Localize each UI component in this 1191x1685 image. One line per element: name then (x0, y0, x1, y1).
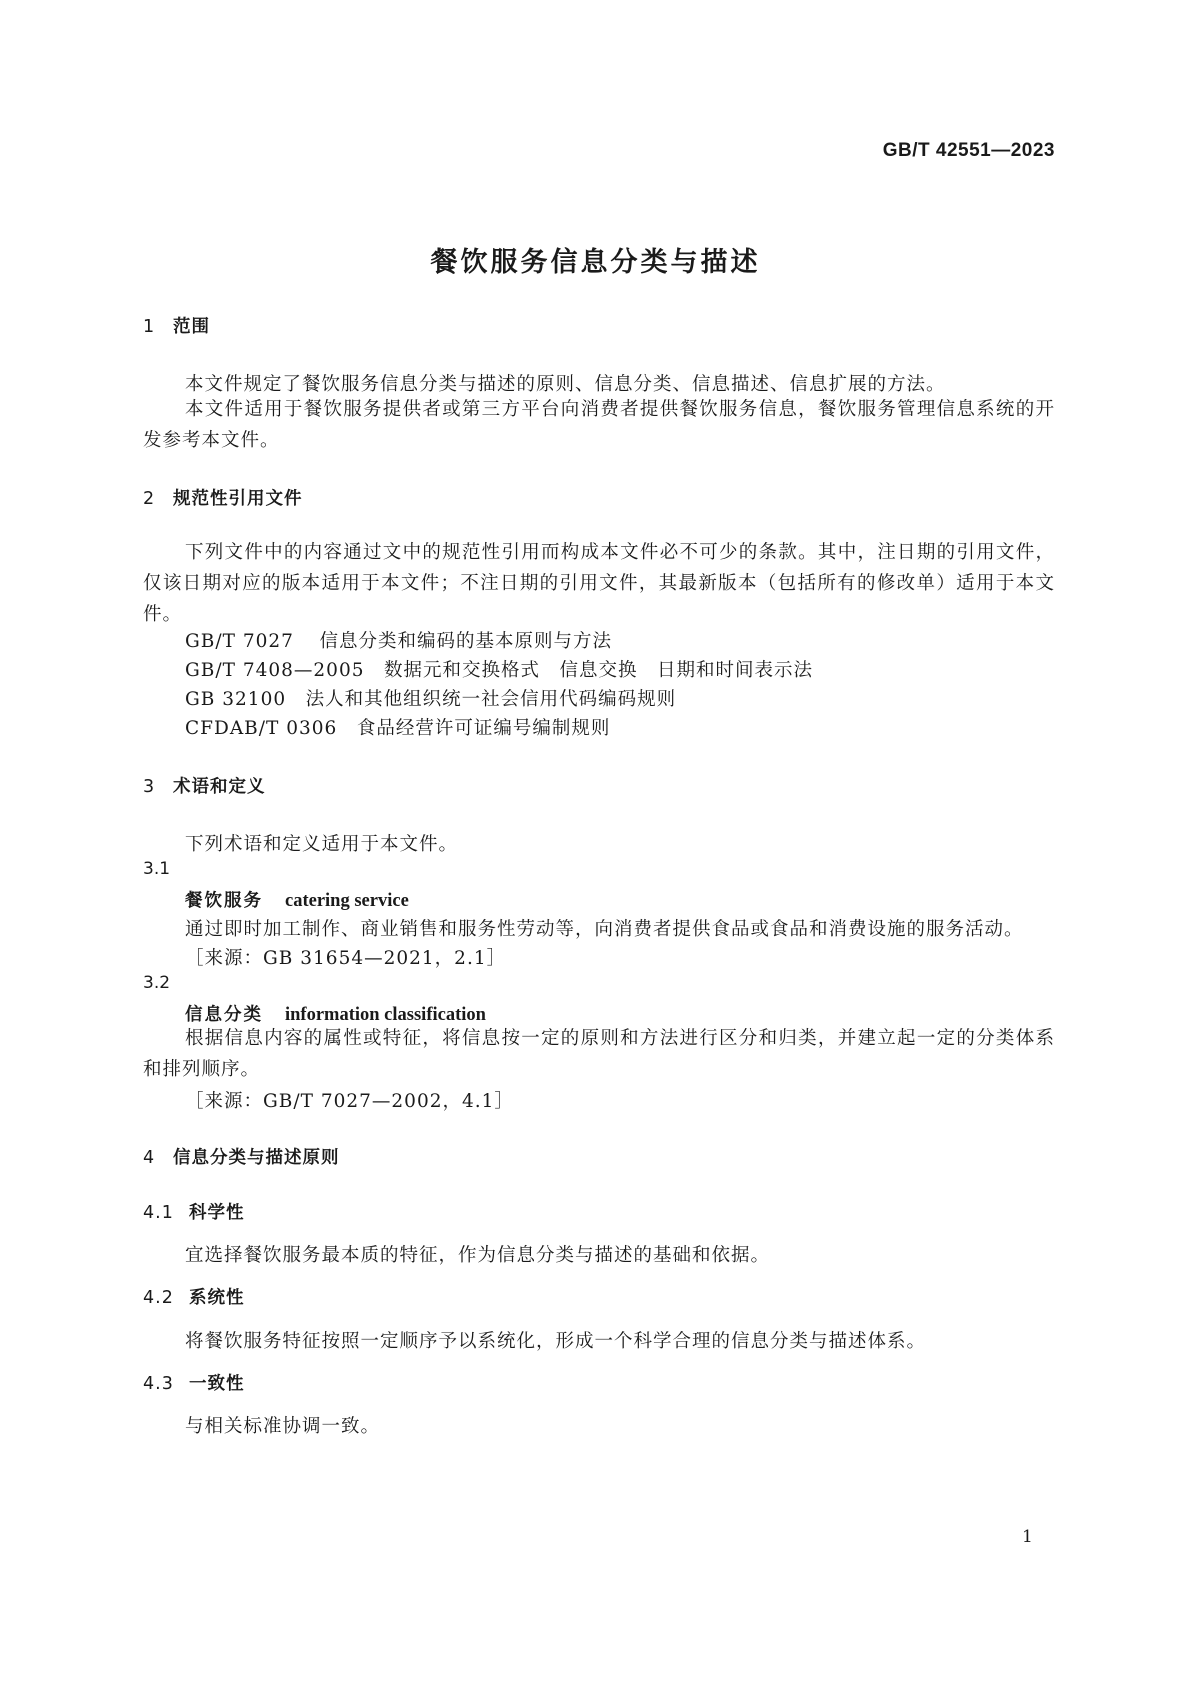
reference-code: GB/T 7027 (185, 631, 294, 652)
section-number: 2 (143, 489, 156, 509)
term-en: catering service (285, 891, 409, 911)
paragraph-text: 根据信息内容的属性或特征，将信息按一定的原则和方法进行区分和归类，并建立起一定的分类体系和排列顺序。 (143, 1028, 1055, 1080)
reference-item (185, 714, 610, 740)
paragraph-text: 下列文件中的内容通过文中的规范性引用而构成本文件必不可少的条款。其中，注日期的引用文件，仅该日期对应的版本适用于本文件；不注日期的引用文件，其最新版本（包括所有的修改单）适用于本文件。 (143, 542, 1055, 625)
term-source: ［来源：GB/T 7027—2002，4.1］ (185, 1091, 514, 1112)
section-title: 术语和定义 (173, 777, 266, 797)
reference-item (185, 627, 612, 653)
subsection-4-2-heading (143, 1284, 245, 1309)
standard-number: GB/T 42551—2023 (882, 140, 1055, 161)
term-definition (143, 1023, 1055, 1085)
reference-item (185, 656, 813, 682)
reference-code: GB/T 7408—2005 (185, 660, 365, 681)
subsection-4-1-heading (143, 1199, 245, 1224)
term-heading (185, 887, 409, 912)
section-title: 范围 (173, 317, 210, 337)
section-number: 1 (143, 317, 156, 337)
paragraph-text: 本文件适用于餐饮服务提供者或第三方平台向消费者提供餐饮服务信息，餐饮服务管理信息系统的开发参考本文件。 (143, 399, 1055, 451)
paragraph (143, 394, 1055, 456)
section-1-heading (143, 313, 210, 338)
paragraph (143, 537, 1055, 630)
paragraph: 宜选择餐饮服务最本质的特征，作为信息分类与描述的基础和依据。 (185, 1245, 771, 1266)
paragraph: 下列术语和定义适用于本文件。 (185, 834, 459, 855)
section-2-heading (143, 485, 303, 510)
reference-item (185, 685, 676, 711)
section-title: 规范性引用文件 (173, 489, 303, 509)
reference-code: GB 32100 (185, 689, 287, 710)
term-zh: 信息分类 (185, 1005, 263, 1025)
term-source: ［来源：GB 31654—2021，2.1］ (185, 948, 507, 969)
paragraph: 将餐饮服务特征按照一定顺序予以系统化，形成一个科学合理的信息分类与描述体系。 (185, 1331, 927, 1352)
reference-name: 法人和其他组织统一社会信用代码编码规则 (305, 689, 677, 710)
reference-name: 信息分类和编码的基本原则与方法 (319, 631, 613, 652)
term-en: information classification (285, 1005, 486, 1025)
page-number: 1 (1022, 1527, 1033, 1547)
term-zh: 餐饮服务 (185, 891, 263, 911)
term-number: 3.1 (143, 859, 171, 879)
subsection-number: 4.3 (143, 1374, 174, 1394)
subsection-title: 一致性 (189, 1374, 245, 1394)
subsection-title: 科学性 (189, 1203, 245, 1223)
subsection-4-3-heading (143, 1370, 245, 1395)
reference-code: CFDAB/T 0306 (185, 718, 338, 739)
term-definition: 通过即时加工制作、商业销售和服务性劳动等，向消费者提供食品或食品和消费设施的服务活动。 (185, 919, 1024, 940)
section-4-heading (143, 1144, 340, 1169)
section-number: 4 (143, 1148, 156, 1168)
reference-name: 食品经营许可证编号编制规则 (356, 718, 611, 739)
subsection-title: 系统性 (189, 1288, 245, 1308)
document-title: 餐饮服务信息分类与描述 (430, 247, 761, 278)
section-title: 信息分类与描述原则 (173, 1148, 340, 1168)
paragraph: 与相关标准协调一致。 (185, 1416, 381, 1437)
subsection-number: 4.2 (143, 1288, 174, 1308)
section-number: 3 (143, 777, 156, 797)
paragraph: 本文件规定了餐饮服务信息分类与描述的原则、信息分类、信息描述、信息扩展的方法。 (185, 374, 946, 395)
reference-name: 数据元和交换格式 信息交换 日期和时间表示法 (384, 660, 814, 681)
subsection-number: 4.1 (143, 1203, 174, 1223)
term-number: 3.2 (143, 973, 171, 993)
section-3-heading (143, 773, 266, 798)
